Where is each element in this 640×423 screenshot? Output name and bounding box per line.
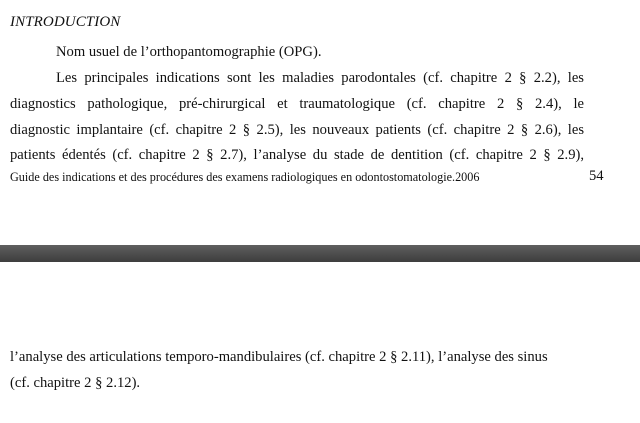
paragraph-line-3: diagnostics pathologique, pré-chirurgical et traumatologique (cf. chapitre 2 § 2.4), le xyxy=(10,96,584,112)
page-bottom xyxy=(0,262,640,423)
page-separator xyxy=(0,245,640,262)
page-number: 54 xyxy=(589,168,604,184)
paragraph-line-2: Les principales indications sont les maladies parodontales (cf. chapitre 2 § 2.2), les xyxy=(56,70,584,86)
continued-line-1: l’analyse des articulations temporo-mandibulaires (cf. chapitre 2 § 2.11), l’analyse des sinus xyxy=(10,349,548,365)
paragraph-line-4: diagnostic implantaire (cf. chapitre 2 § 2.5), les nouveaux patients (cf. chapitre 2 § 2.6), les xyxy=(10,122,584,138)
footer-title: Guide des indications et des procédures des examens radiologiques en odontostomatologie.2006 xyxy=(10,170,480,184)
paragraph-line-5: patients édentés (cf. chapitre 2 § 2.7), l’analyse du stade de dentition (cf. chapitre 2 § 2.9), xyxy=(10,147,584,163)
paragraph-line-1: Nom usuel de l’orthopantomographie (OPG). xyxy=(56,44,322,60)
continued-line-2: (cf. chapitre 2 § 2.12). xyxy=(10,375,141,391)
section-heading: INTRODUCTION xyxy=(10,14,121,30)
